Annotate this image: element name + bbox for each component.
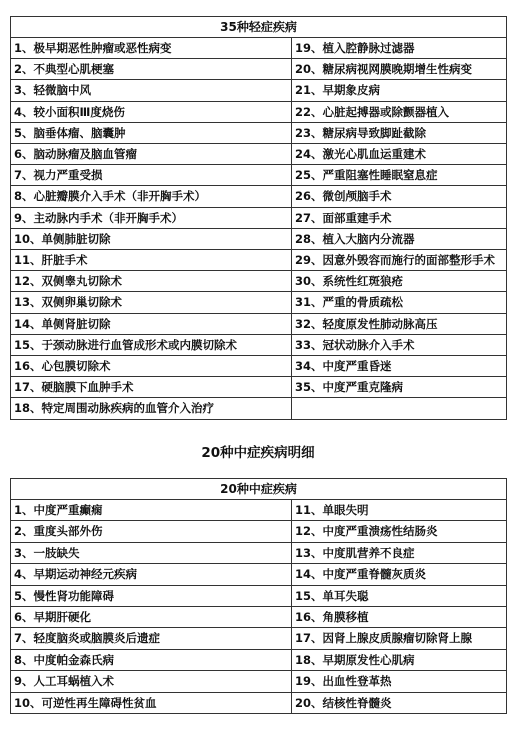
table-cell-right: 20、结核性脊髓炎 [292, 692, 507, 713]
table-cell-left: 9、人工耳蜗植入术 [11, 671, 292, 692]
table-cell-right [292, 398, 507, 419]
table-row [11, 186, 507, 207]
table-cell-left: 2、不典型心肌梗塞 [11, 59, 292, 80]
table-cell-right: 28、植入大脑内分流器 [292, 228, 507, 249]
table-cell-left: 4、较小面积Ⅲ度烧伤 [11, 101, 292, 122]
table-cell-left: 4、早期运动神经元疾病 [11, 564, 292, 585]
table-cell-left: 7、轻度脑炎或脑膜炎后遗症 [11, 628, 292, 649]
table-cell-right: 35、中度严重克隆病 [292, 377, 507, 398]
table-cell-left: 5、脑垂体瘤、脑囊肿 [11, 122, 292, 143]
moderate-table-body [11, 500, 507, 714]
table-cell-right: 29、因意外毁容而施行的面部整形手术 [292, 250, 507, 271]
table-cell-left: 18、特定周围动脉疾病的血管介入治疗 [11, 398, 292, 419]
table-cell-right: 34、中度严重昏迷 [292, 356, 507, 377]
table-row [11, 271, 507, 292]
table-cell-left: 3、一肢缺失 [11, 542, 292, 563]
table-row [11, 692, 507, 713]
table-cell-right: 13、中度肌营养不良症 [292, 542, 507, 563]
table-cell-left: 7、视力严重受损 [11, 165, 292, 186]
table-cell-right: 27、面部重建手术 [292, 207, 507, 228]
table-cell-left: 15、于颈动脉进行血管成形术或内膜切除术 [11, 334, 292, 355]
table-cell-left: 6、脑动脉瘤及脑血管瘤 [11, 144, 292, 165]
mild-table-header: 35种轻症疾病 [11, 17, 507, 38]
table-row [11, 313, 507, 334]
table-header-row [11, 479, 507, 500]
table-row [11, 250, 507, 271]
table-cell-left: 5、慢性肾功能障碍 [11, 585, 292, 606]
table-row [11, 38, 507, 59]
table-cell-right: 30、系统性红斑狼疮 [292, 271, 507, 292]
table-cell-right: 22、心脏起搏器或除颤器植入 [292, 101, 507, 122]
table-cell-left: 8、心脏瓣膜介入手术（非开胸手术） [11, 186, 292, 207]
table-cell-right: 23、糖尿病导致脚趾截除 [292, 122, 507, 143]
table-row [11, 671, 507, 692]
table-cell-left: 1、极早期恶性肿瘤或恶性病变 [11, 38, 292, 59]
table-row [11, 521, 507, 542]
table-cell-left: 3、轻微脑中风 [11, 80, 292, 101]
table-cell-right: 18、早期原发性心肌病 [292, 649, 507, 670]
table-row [11, 122, 507, 143]
table-cell-left: 17、硬脑膜下血肿手术 [11, 377, 292, 398]
table-row [11, 165, 507, 186]
table-cell-right: 19、植入腔静脉过滤器 [292, 38, 507, 59]
table-row [11, 377, 507, 398]
table-row [11, 607, 507, 628]
table-row [11, 144, 507, 165]
table-row [11, 398, 507, 419]
table-row [11, 628, 507, 649]
table-cell-left: 1、中度严重癫痫 [11, 500, 292, 521]
mild-illness-table [10, 16, 507, 420]
table-header-row [11, 17, 507, 38]
table-cell-left: 10、单侧肺脏切除 [11, 228, 292, 249]
table-row [11, 101, 507, 122]
table-cell-left: 14、单侧肾脏切除 [11, 313, 292, 334]
table-cell-right: 14、中度严重脊髓灰质炎 [292, 564, 507, 585]
table-row [11, 80, 507, 101]
table-cell-right: 15、单耳失聪 [292, 585, 507, 606]
table-row [11, 356, 507, 377]
table-cell-right: 24、激光心肌血运重建术 [292, 144, 507, 165]
table-cell-left: 9、主动脉内手术（非开胸手术） [11, 207, 292, 228]
table-cell-right: 25、严重阻塞性睡眠窒息症 [292, 165, 507, 186]
moderate-illness-table [10, 478, 507, 714]
table-row [11, 564, 507, 585]
table-row [11, 228, 507, 249]
table-cell-right: 33、冠状动脉介入手术 [292, 334, 507, 355]
table-cell-right: 32、轻度原发性肺动脉高压 [292, 313, 507, 334]
table-row [11, 649, 507, 670]
table-row [11, 59, 507, 80]
table-row [11, 292, 507, 313]
table-cell-right: 31、严重的骨质疏松 [292, 292, 507, 313]
table-cell-left: 11、肝脏手术 [11, 250, 292, 271]
mild-table-body [11, 38, 507, 420]
table-cell-left: 8、中度帕金森氏病 [11, 649, 292, 670]
table-cell-left: 6、早期肝硬化 [11, 607, 292, 628]
table-cell-right: 12、中度严重溃疡性结肠炎 [292, 521, 507, 542]
table-cell-left: 16、心包膜切除术 [11, 356, 292, 377]
table-cell-right: 11、单眼失明 [292, 500, 507, 521]
table-row [11, 542, 507, 563]
table-cell-right: 19、出血性登革热 [292, 671, 507, 692]
moderate-table-header: 20种中症疾病 [11, 479, 507, 500]
table-row [11, 207, 507, 228]
table-cell-right: 20、糖尿病视网膜晚期增生性病变 [292, 59, 507, 80]
table-cell-right: 26、微创颅脑手术 [292, 186, 507, 207]
table-row [11, 585, 507, 606]
table-cell-left: 13、双侧卵巢切除术 [11, 292, 292, 313]
table-row [11, 500, 507, 521]
table-row [11, 334, 507, 355]
table-cell-left: 12、双侧睾丸切除术 [11, 271, 292, 292]
table-cell-right: 16、角膜移植 [292, 607, 507, 628]
table-cell-right: 17、因肾上腺皮质腺瘤切除肾上腺 [292, 628, 507, 649]
table-cell-right: 21、早期象皮病 [292, 80, 507, 101]
table-cell-left: 10、可逆性再生障碍性贫血 [11, 692, 292, 713]
moderate-section-title: 20种中症疾病明细 [201, 445, 315, 461]
table-cell-left: 2、重度头部外伤 [11, 521, 292, 542]
